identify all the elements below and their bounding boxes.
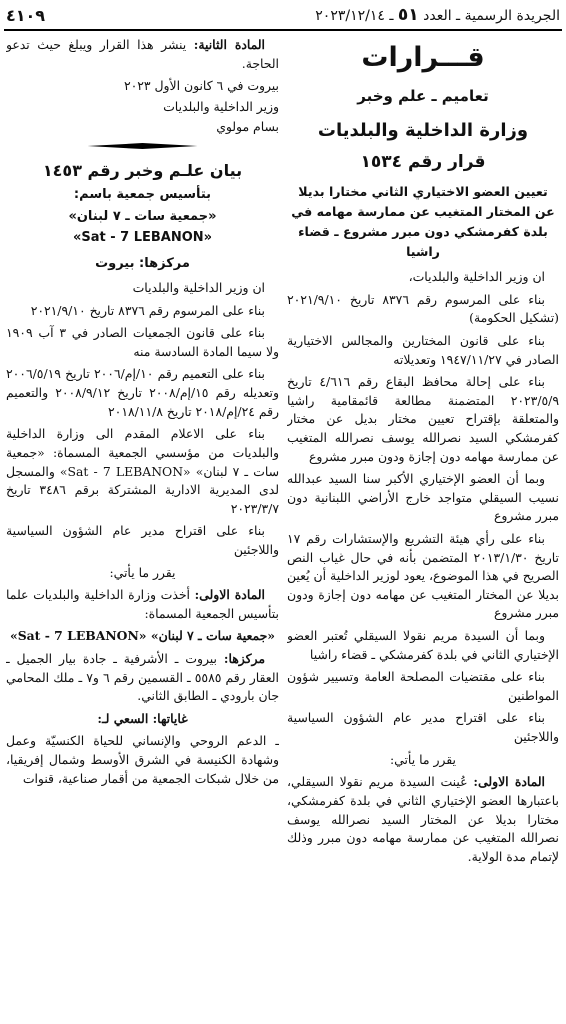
preamble-paragraph: وبما أن السيدة مريم نقولا السيقلي تُعتبر العضو الإختياري الثاني في بلدة كفرمشكي ـ قضاء راشيا	[287, 628, 559, 662]
preamble-paragraph: وبما أن العضو الإختياري الأكبر سنا السيد عبدالله نسيب السيقلي متواجد خارج الأراضي اللبنانية دون مبرر مشروع	[287, 471, 559, 524]
goals-text: ـ الدعم الروحي والإنساني للحياة الكنسيّة وعمل وشهادة الكنيسة في الشرق الأوسط وشمال إفريقيا، من خلال شبكات الجمعية من أقمار صناعية، قنوات	[6, 733, 279, 786]
article-2-label: المادة الثانية:	[193, 37, 265, 52]
announcement-subtitle: بتأسيس جمعية باسم:	[73, 187, 212, 203]
preamble-paragraph: بناء على قانون المختارين والمجالس الاختيارية الصادر في ١٩٤٧/١١/٢٧ وتعديلاته	[287, 332, 559, 367]
page-header	[6, 4, 560, 26]
section-title: قـــرارات	[361, 42, 485, 73]
header-rule	[4, 29, 562, 31]
ministry-heading: وزارة الداخلية والبلديات	[317, 120, 529, 141]
preamble-paragraph: بناء على إحالة محافظ البقاع رقم ٤/٦١٦ تاريخ ٢٠٢٣/٥/٩ المتضمنة مطالعة قائمقامية راشيا والمتعلقة بإقتراح تعيين مختار بديل عن مختار كفرمشكي السيد نصرالله يوسف نصرالله المتغيب عن ممارسة مهامه دون إجازة ودون مبرر مشروع	[287, 374, 559, 464]
association-headquarters-text: بيروت ـ الأشرفية ـ جادة بيار الجميل ـ العقار رقم ٥٥٨٥ ـ القسمين رقم ٦ و٧ ـ ملك المحامي جان بارودي ـ الطابق الثاني.	[6, 651, 279, 704]
article-1-text: عُينت السيدة مريم نقولا السيقلي، باعتبارها العضو الإختياري الثاني في بلدة كفرمشكي، مختارا بديلا عن المختار السيد نصرالله يوسف نصرالله المتغيب عن ممارسة مهامه دون مبرر وذلك لإتمام مدة الولاية.	[287, 774, 559, 864]
minister-intro: ان وزير الداخلية والبلديات،	[408, 269, 545, 285]
preamble-paragraph: بناء على المرسوم رقم ٨٣٧٦ تاريخ ٢٠٢١/٩/١٠ (تشكيل الحكومة)	[287, 291, 559, 326]
section-subtitle: تعاميم ـ علم وخبر	[357, 86, 489, 105]
section-separator	[88, 143, 198, 149]
preamble-paragraph: بناء على مقتضيات المصلحة العامة وتسيير شؤون المواطنين	[287, 669, 559, 703]
right-column	[287, 36, 559, 1024]
headquarters-heading: مركزها: بيروت	[95, 255, 190, 271]
article-1	[287, 773, 559, 866]
association-headquarters	[6, 650, 279, 706]
association-article-1-name: «جمعية سات ـ ٧ لبنان» «Sat - 7 LEBANON»	[9, 628, 276, 644]
page-number: ٤١٠٩	[6, 5, 46, 25]
association-article-1-text: أخذت وزارة الداخلية والبلديات علما بتأسيس الجمعية المسماة:	[6, 587, 279, 621]
place-date: بيروت في ٦ كانون الأول ٢٠٢٣	[123, 78, 279, 94]
preamble-paragraph: بناء على المرسوم رقم ٨٣٧٦ تاريخ ٢٠٢١/٩/١٠	[30, 302, 265, 318]
association-name-arabic: «جمعية سات ـ ٧ لبنان»	[68, 208, 217, 224]
decides-line: يقرر ما يأتي:	[389, 751, 456, 767]
article-1-label: المادة الاولى:	[473, 774, 545, 790]
article-2-text: ينشر هذا القرار ويبلغ حيث تدعو الحاجة.	[6, 37, 279, 71]
minister-intro: ان وزير الداخلية والبلديات	[132, 280, 265, 296]
preamble-paragraph: بناء على قانون الجمعيات الصادر في ٣ آب ١٩٠٩ ولا سيما المادة السادسة منه	[6, 325, 279, 359]
journal-name: الجريدة الرسمية ـ العدد	[423, 8, 560, 24]
association-name-latin: «Sat - 7 LEBANON»	[72, 230, 213, 246]
association-article-1-label: المادة الاولى:	[194, 587, 265, 603]
preamble-paragraph: بناء على الاعلام المقدم الى وزارة الداخلية والبلديات من مؤسسي الجمعية المسماة: «جمعية سات ـ ٧ لبنان» «Sat - 7 LEBANON» والمسجل لدى المديرية الادارية المشتركة برقم ٣٤٨٦ تاريخ ٢٠٢٣/٣/٧	[6, 426, 279, 516]
preamble-paragraph: بناء على رأي هيئة التشريع والإستشارات رقم ١٧ تاريخ ٢٠١٣/١/٣٠ المتضمن بأنه في حال غياب النص الصريح في هذا الموضوع، يعود لوزير الداخلية أن يُعين بديلا عن المختار المتغيب عن مهامه دون إجازة ودون مبرر مشروع	[287, 530, 559, 621]
goals-heading: غاياتها: السعي لـ:	[97, 710, 188, 726]
preamble-paragraph: بناء على اقتراح مدير عام الشؤون السياسية واللاجئين	[6, 523, 279, 557]
decides-line: يقرر ما يأتي:	[109, 564, 176, 580]
preamble-paragraph: بناء على اقتراح مدير عام الشؤون السياسية واللاجئين	[287, 710, 559, 745]
issue-number: ٥١	[397, 5, 419, 25]
issue-date: ـ ٢٠٢٣/١٢/١٤	[315, 8, 394, 24]
association-article-1	[6, 586, 279, 623]
decision-number: قرار رقم ١٥٣٤	[360, 152, 486, 172]
signer-name: بسام مولوي	[216, 119, 279, 135]
journal-info	[315, 5, 560, 25]
article-2	[6, 36, 279, 73]
decision-subject: تعيين العضو الاختياري الثاني مختارا بديلا عن المختار المتغيب عن ممارسة مهامه في بلدة كفرمشكي دون مبرر مشروع ـ قضاء راشيا	[291, 183, 555, 259]
signer-title: وزير الداخلية والبلديات	[163, 98, 279, 114]
announcement-title: بيان علـم وخبر رقم ١٤٥٣	[42, 161, 243, 181]
left-column	[6, 36, 279, 1024]
association-headquarters-label: مركزها:	[223, 651, 265, 667]
preamble-paragraph: بناء على التعميم رقم ١٠/إم/٢٠٠٦ تاريخ ٢٠٠٦/٥/١٩ وتعديله رقم ١٥/إم/٢٠٠٨ تاريخ ٢٠٠٨/٩/١٢ والتعميم رقم ٢٤/إم/٢٠١٨ تاريخ ٢٠١٨/١١/٨	[6, 366, 279, 419]
